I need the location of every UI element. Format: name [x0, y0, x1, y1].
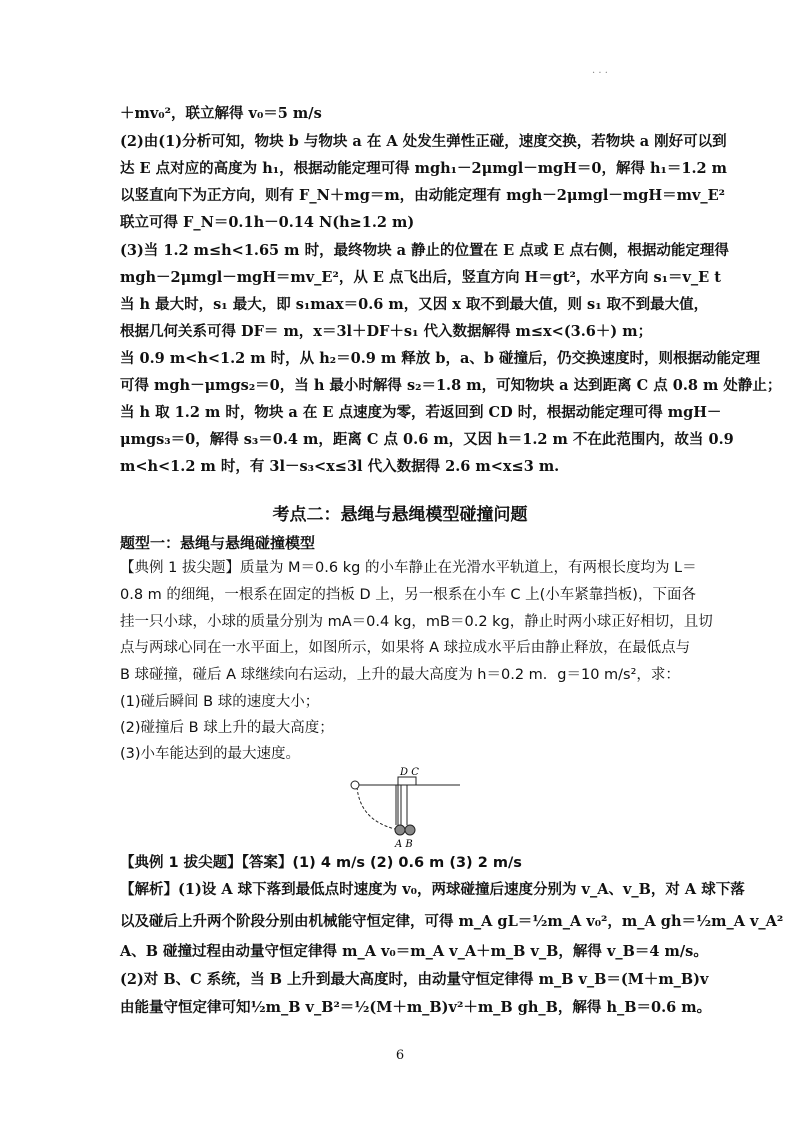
analysis-line: 以及碰后上升两个阶段分别由机械能守恒定律，可得 m_A gL＝½m_A v₀²，m_A gh＝½m_A v_A²	[120, 913, 784, 930]
section-title: 考点二：悬绳与悬绳模型碰撞问题	[272, 505, 528, 525]
solution-line: 当 h 最大时，s₁ 最大，即 s₁max＝0.6 m，又因 x 取不到最大值，则 s₁ 取不到最大值，	[120, 296, 709, 313]
problem-line: 【典例 1 拔尖题】质量为 M＝0.6 kg 的小车静止在光滑水平轨道上，有两根长度均为 L＝	[120, 560, 697, 576]
ball-b	[405, 825, 415, 835]
solution-line: m<h<1.2 m 时，有 3l－s₃<x≤3l 代入数据得 2.6 m<x≤3 m.	[120, 458, 560, 475]
solution-line: 联立可得 F_N＝0.1h－0.14 N(h≥1.2 m)	[120, 214, 415, 231]
swing-path	[357, 787, 395, 829]
solution-line: 当 0.9 m<h<1.2 m 时，从 h₂＝0.9 m 释放 b，a、b 碰撞后，仍交换速度时，则根据动能定理	[120, 350, 761, 367]
problem-line: 点与两球心同在一水平面上，如图所示，如果将 A 球拉成水平后由静止释放，在最低点与	[120, 640, 691, 656]
solution-line: ＋mv₀²，联立解得 v₀＝5 m/s	[120, 105, 322, 122]
label-ab: A B	[395, 839, 413, 850]
analysis-line: (2)对 B、C 系统，当 B 上升到最大高度时，由动量守恒定律得 m_B v_B＝(M＋m_B)v	[120, 971, 709, 988]
solution-line: (3)当 1.2 m≤h<1.65 m 时，最终物块 a 静止的位置在 E 点或 E 点右侧，根据动能定理得	[120, 242, 729, 259]
answer-line: 【典例 1 拔尖题】【答案】(1) 4 m/s (2) 0.6 m (3) 2 m/s	[120, 855, 522, 871]
analysis-line: 【解析】(1)设 A 球下落到最低点时速度为 v₀，两球碰撞后速度分别为 v_A、v_B，对 A 球下落	[120, 881, 745, 898]
problem-line: 挂一只小球，小球的质量分别为 mA＝0.4 kg，mB＝0.2 kg，静止时两小球正好相切，且切	[120, 614, 713, 630]
problem-line: (1)碰后瞬间 B 球的速度大小；	[120, 694, 320, 710]
solution-line: 当 h 取 1.2 m 时，物块 a 在 E 点速度为零，若返回到 CD 时，根据动能定理可得 mgH－	[120, 404, 722, 421]
analysis-line: 由能量守恒定律可知½m_B v_B²＝½(M＋m_B)v²＋m_B gh_B，解得 h_B＝0.6 m。	[120, 999, 712, 1016]
problem-line: (3)小车能达到的最大速度。	[120, 746, 301, 762]
solution-line: μmgs₃＝0，解得 s₃＝0.4 m，距离 C 点 0.6 m，又因 h＝1.2 m 不在此范围内，故当 0.9	[120, 431, 734, 448]
ball-a-start	[351, 781, 359, 789]
pendulum-figure	[345, 765, 465, 850]
ball-a	[395, 825, 405, 835]
problem-line: (2)碰撞后 B 球上升的最大高度；	[120, 720, 334, 736]
solution-line: mgh－2μmgl－mgH＝mv_E²，从 E 点飞出后，竖直方向 H＝gt²，水平方向 s₁＝v_E t	[120, 269, 721, 286]
solution-line: 可得 mgh－μmgs₂＝0，当 h 最小时解得 s₂＝1.8 m，可知物块 a 达到距离 C 点 0.8 m 处静止；	[120, 377, 782, 394]
problem-line: 0.8 m 的细绳，一根系在固定的挡板 D 上，另一根系在小车 C 上(小车紧靠挡板)，下面各	[120, 587, 696, 603]
solution-line: 达 E 点对应的高度为 h₁，根据动能定理可得 mgh₁－2μmgl－mgH＝0，解得 h₁＝1.2 m	[120, 160, 728, 177]
solution-line: 以竖直向下为正方向，则有 F_N＋mg＝m，由动能定理有 mgh－2μmgl－mgH＝mv_E²	[120, 187, 726, 204]
corner-marks: · · ·	[592, 68, 608, 79]
page-number: 6	[395, 1048, 405, 1063]
subsection-title: 题型一：悬绳与悬绳碰撞模型	[120, 534, 316, 552]
analysis-line: A、B 碰撞过程由动量守恒定律得 m_A v₀＝m_A v_A＋m_B v_B，解得 v_B＝4 m/s。	[120, 943, 708, 960]
label-dc: D C	[400, 767, 419, 778]
solution-line: (2)由(1)分析可知，物块 b 与物块 a 在 A 处发生弹性正碰，速度交换，若物块 a 刚好可以到	[120, 133, 727, 150]
cart-c	[398, 777, 416, 785]
solution-line: 根据几何关系可得 DF＝ m，x＝3l＋DF＋s₁ 代入数据解得 m≤x<(3.6＋) m；	[120, 323, 653, 340]
problem-line: B 球碰撞，碰后 A 球继续向右运动，上升的最大高度为 h＝0.2 m．g＝10 m/s²，求：	[120, 667, 680, 683]
